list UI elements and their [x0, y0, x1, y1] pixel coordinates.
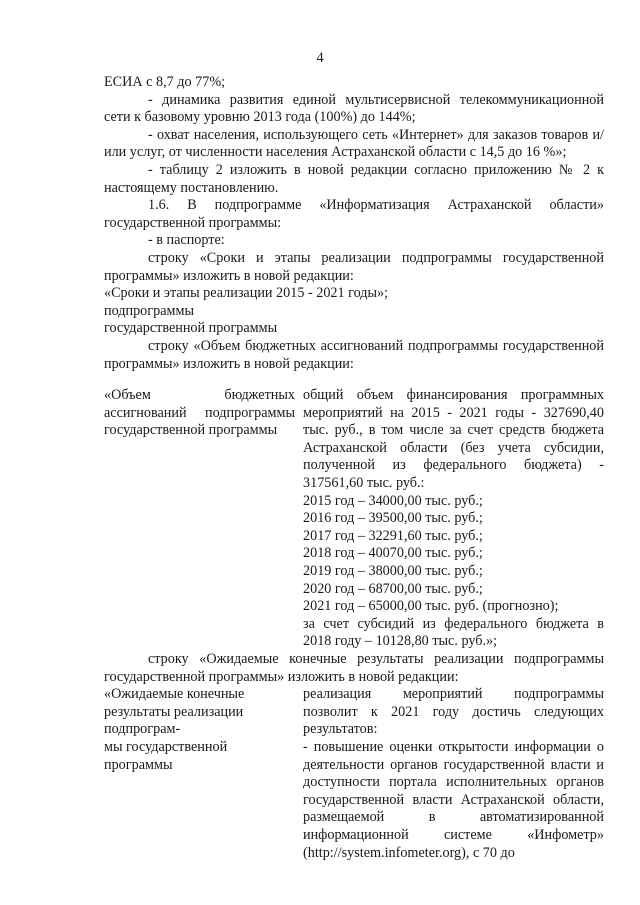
results-table: [104, 686, 604, 862]
budget-total: общий объем финансирования программных мероприятий на 2015 - 2021 годы - 327690,40 тыс. руб., в том числе за счет средств бюджета Астраханской области (без учета субсидии, полученной из федерального бюджета) - 317561,60 тыс. руб.:: [303, 387, 604, 492]
budget-year: 2015 год – 34000,00 тыс. руб.;: [303, 492, 483, 509]
terms-line: подпрограммы: [104, 302, 194, 319]
paragraph: ЕСИА с 8,7 до 77%;: [104, 74, 226, 90]
budget-year: 2016 год – 39500,00 тыс. руб.;: [303, 510, 483, 527]
paragraph: строку «Ожидаемые конечные результаты реализации подпрограммы государственной программы» изложить в новой редакции:: [104, 651, 604, 685]
budget-year: 2019 год – 38000,00 тыс. руб.;: [303, 563, 483, 580]
terms-line: государственной программы: [104, 320, 278, 337]
paragraph: - охват населения, использующего сеть «Интернет» для заказов товаров и/или услуг, от численности населения Астраханской области с 14,5 до 16 %»;: [104, 126, 604, 161]
paragraph: строку «Объем бюджетных ассигнований подпрограммы государственной программы» изложить в новой редакции:: [104, 337, 604, 372]
paragraph: строку «Сроки и этапы реализации подпрограммы государственной программы» изложить в новой редакции:: [104, 249, 604, 284]
paragraph: 1.6. В подпрограмме «Информатизация Астраханской области» государственной программы:: [104, 197, 604, 231]
paragraph: - в паспорте:: [148, 232, 225, 249]
budget-year: 2018 год – 40070,00 тыс. руб.;: [303, 545, 483, 562]
budget-year: 2020 год – 68700,00 тыс. руб.;: [303, 580, 483, 597]
results-label: «Ожидаемые конечные результаты реализации подпрограм- мы государственной программы: [104, 686, 245, 773]
budget-value: [303, 387, 604, 651]
page-number: 4: [316, 50, 324, 66]
paragraph: - динамика развития единой мультисервисной телекоммуникационной сети к базовому уровню 2013 года (100%) до 144%;: [104, 91, 604, 126]
budget-label: «Объем бюджетных ассигнований подпрограммы государственной программы: [104, 387, 295, 439]
budget-year: 2017 год – 32291,60 тыс. руб.;: [303, 527, 483, 544]
results-value: [303, 686, 604, 862]
terms-block: [104, 285, 604, 338]
terms-line: «Сроки и этапы реализации 2015 - 2021 годы»;: [104, 285, 389, 302]
results-item: - повышение оценки открытости информации о деятельности органов государственной власти и доступности портала исполнительных органов государственной власти Астраханской области, размещаемой в автоматизированной информационной системе «Инфометр» (http://system.infometer.org), с 70 до: [303, 738, 604, 861]
results-intro: реализация мероприятий подпрограммы позволит к 2021 году достичь следующих результатов:: [303, 686, 604, 738]
paragraph: - таблицу 2 изложить в новой редакции согласно приложению № 2 к настоящему постановлению.: [104, 161, 604, 196]
document-body: [104, 74, 604, 862]
budget-table: [104, 387, 604, 651]
budget-year: 2021 год – 65000,00 тыс. руб. (прогнозно);: [303, 598, 559, 615]
budget-subsidy: за счет субсидий из федерального бюджета в 2018 году – 10128,80 тыс. руб.»;: [303, 615, 604, 650]
